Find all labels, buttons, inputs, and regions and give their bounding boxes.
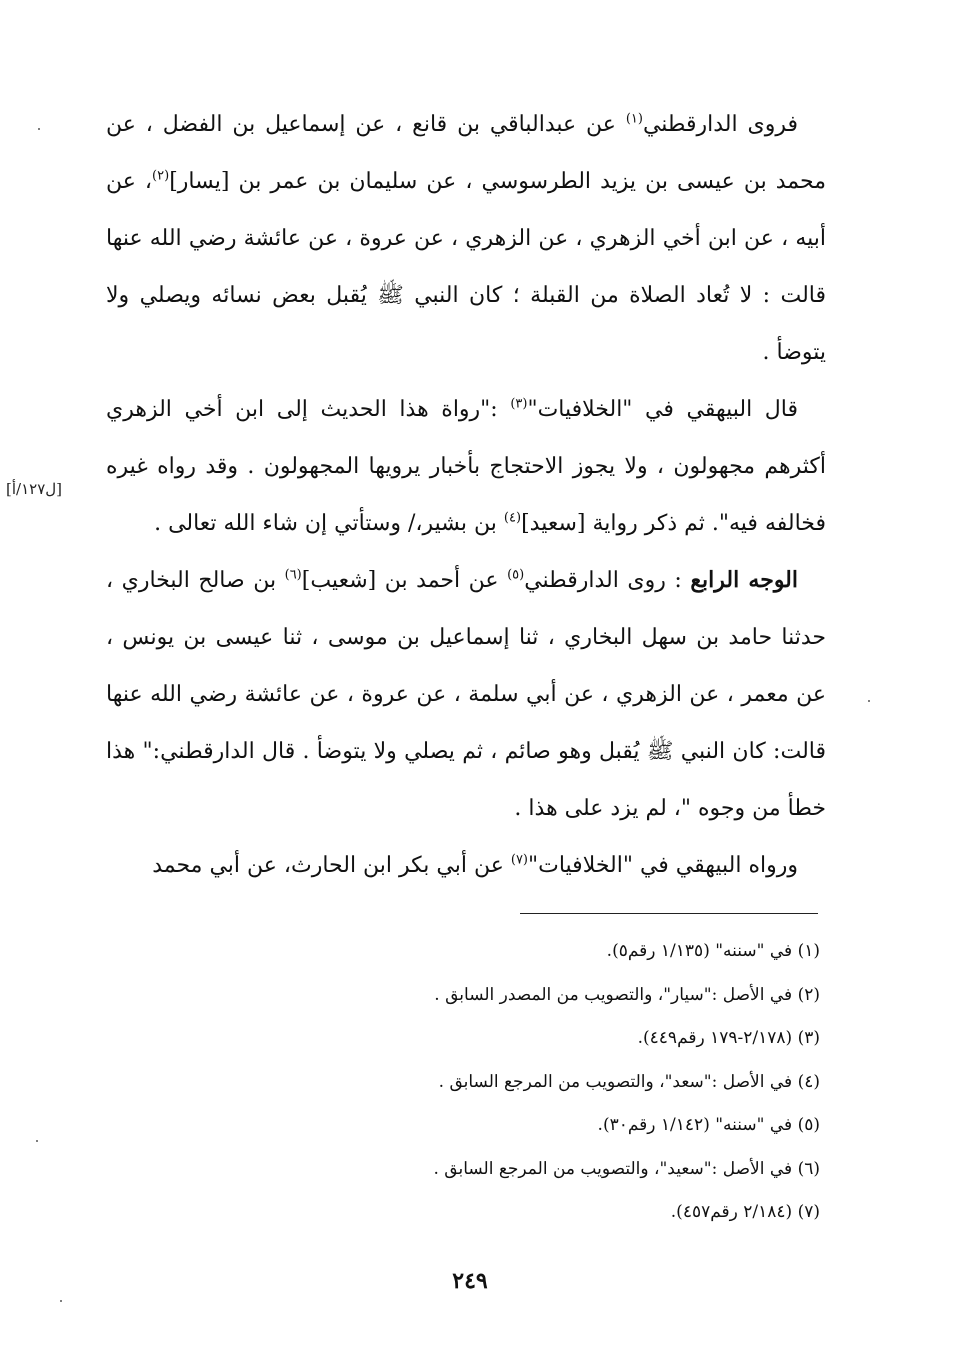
footnotes bbox=[300, 930, 820, 1235]
footnote-ref-3: (٣) bbox=[510, 396, 528, 412]
paragraph-3-part-3: بن صالح البخاري ، حدثنا حامد بن سهل البخاري ، ثنا إسماعيل بن موسى ، ثنا عيسى بن يونس ، عن معمر ، عن الزهري ، عن أبي سلمة ، عن عروة ، عن عائشة رضي الله عنها قالت: كان النبي ﷺ يُقبل وهو صائم ، ثم يصلي ولا يتوضأ . قال الدارقطني:" هذا خطأ من وجوه "، لم يزد على هذا . bbox=[106, 568, 827, 821]
paragraph-3 bbox=[106, 552, 826, 837]
scan-speck bbox=[868, 700, 870, 702]
paragraph-4 bbox=[106, 837, 826, 894]
paragraph-1-part-3: ، عن أبيه ، عن ابن أخي الزهري ، عن الزهري ، عن عروة ، عن عائشة رضي الله عنها قالت : لا تُعاد الصلاة من القبلة ؛ كان النبي ﷺ يُقبل بعض نسائه ويصلي ولا يتوضأ . bbox=[106, 169, 826, 365]
scan-speck bbox=[60, 1300, 62, 1302]
scan-speck bbox=[36, 1140, 38, 1142]
paragraph-2-part-1: قال البيهقي في "الخلافيات" bbox=[527, 397, 798, 422]
paragraph-1-part-2: عن عبدالباقي بن قانع ، عن إسماعيل بن الفضل ، عن محمد بن عيسى بن يزيد الطرسوسي ، عن سليمان بن عمر بن [يسار] bbox=[106, 112, 826, 194]
footnote-ref-7: (٧) bbox=[510, 852, 528, 868]
margin-folio-note: [ل١٢٧/أ] bbox=[6, 480, 63, 498]
paragraph-2 bbox=[106, 381, 826, 552]
section-heading: الوجه الرابع bbox=[690, 567, 799, 593]
paragraph-2-part-3: بن بشير،/ وستأتي إن شاء الله تعالى . bbox=[154, 511, 504, 536]
paragraph-1 bbox=[106, 96, 826, 381]
main-text bbox=[106, 96, 826, 894]
paragraph-3-part-2: عن أحمد بن [شعيب] bbox=[301, 568, 508, 593]
paragraph-4-part-1: ورواه البيهقي في "الخلافيات" bbox=[528, 853, 798, 878]
footnote-ref-1: (١) bbox=[625, 111, 643, 127]
scan-speck bbox=[38, 128, 40, 130]
page-number: ٢٤٩ bbox=[452, 1268, 488, 1294]
footnote-ref-5: (٥) bbox=[507, 567, 525, 583]
footnote-ref-6: (٦) bbox=[284, 567, 302, 583]
paragraph-4-part-2: عن أبي بكر ابن الحارث، عن أبي محمد bbox=[152, 853, 511, 878]
footnote-2: (٢) في الأصل :"سيار"، والتصويب من المصدر السابق . bbox=[434, 984, 820, 1005]
footnote-6: (٦) في الأصل :"سعيد"، والتصويب من المرجع السابق . bbox=[433, 1158, 820, 1179]
paragraph-3-part-1: : روى الدارقطني bbox=[524, 568, 691, 593]
footnote-separator bbox=[520, 913, 818, 914]
footnote-1: (١) في "سننه" (١/١٣٥ رقم٥). bbox=[606, 941, 820, 961]
footnote-5: (٥) في "سننه" (١/١٤٢ رقم٣٠). bbox=[597, 1115, 820, 1135]
paragraph-1-part-1: فروى الدارقطني bbox=[642, 112, 798, 137]
footnote-3: (٣) (٢/١٧٨-١٧٩ رقم٤٤٩). bbox=[637, 1028, 820, 1048]
footnote-ref-4: (٤) bbox=[503, 510, 522, 526]
footnote-7: (٧) (٢/١٨٤ رقم٤٥٧). bbox=[670, 1202, 820, 1222]
paragraph-2-part-2: :"رواة هذا الحديث إلى ابن أخي الزهري أكثرهم مجهولون ، ولا يجوز الاحتجاج بأخبار يرويها المجهولون . وقد رواه غيره فخالفه فيه". ثم ذكر رواية [سعيد] bbox=[106, 397, 826, 536]
footnote-4: (٤) في الأصل :"سعد"، والتصويب من المرجع السابق . bbox=[438, 1071, 820, 1092]
footnote-ref-2: (٢) bbox=[152, 168, 170, 184]
